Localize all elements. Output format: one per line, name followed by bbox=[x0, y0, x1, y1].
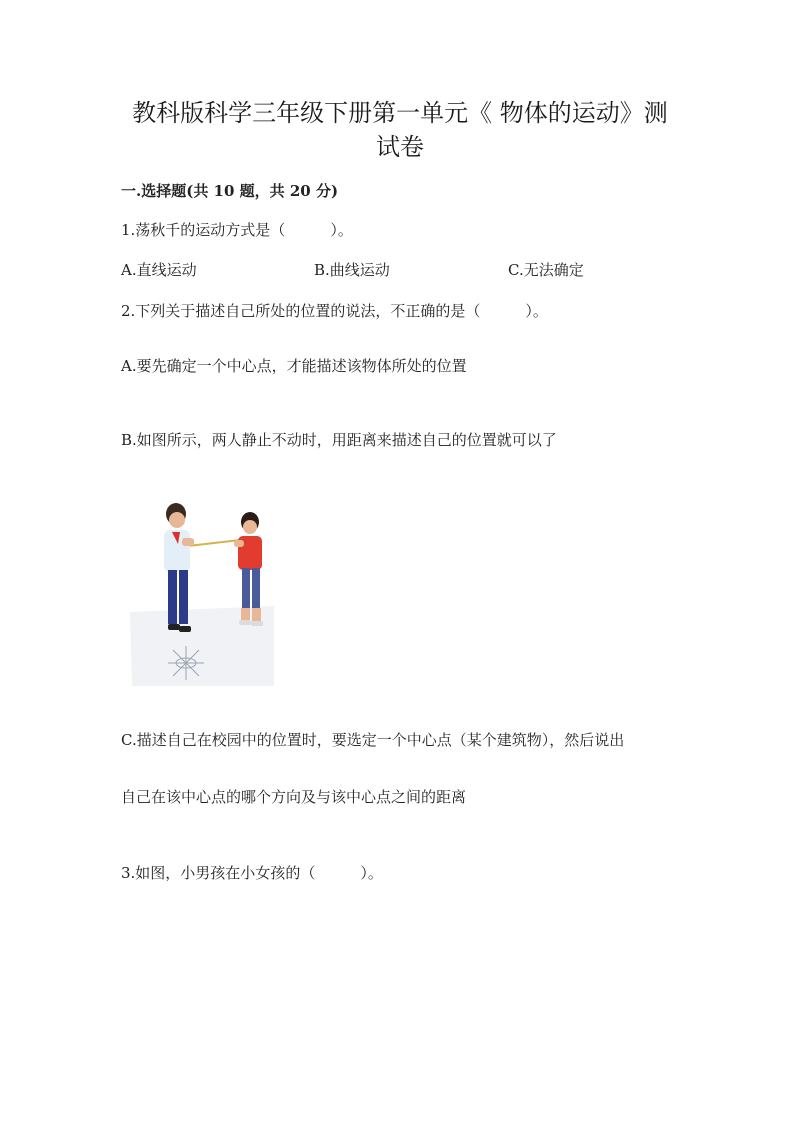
question-2-option-b: B.如图所示，两人静止不动时，用距离来描述自己的位置就可以了 bbox=[121, 431, 557, 449]
question-2-option-a: A.要先确定一个中心点，才能描述该物体所处的位置 bbox=[121, 357, 467, 375]
title-line-1: 教科版科学三年级下册第一单元《 物体的运动》测 bbox=[132, 99, 668, 127]
compass-rose-icon bbox=[168, 646, 204, 680]
question-3-stem: 3.如图，小男孩在小女孩的（ ）。 bbox=[121, 864, 383, 882]
question-1-option-a: A.直线运动 bbox=[121, 261, 197, 279]
page-title bbox=[100, 96, 700, 164]
question-1-option-c: C.无法确定 bbox=[508, 261, 584, 279]
two-children-figure bbox=[128, 500, 274, 686]
title-line-2: 试卷 bbox=[376, 133, 424, 161]
question-2-stem: 2.下列关于描述自己所处的位置的说法，不正确的是（ ）。 bbox=[121, 302, 548, 320]
question-1-option-b: B.曲线运动 bbox=[314, 261, 390, 279]
question-2-option-c-line-2: 自己在该中心点的哪个方向及与该中心点之间的距离 bbox=[121, 788, 467, 806]
question-2-option-c-line-1: C.描述自己在校园中的位置时，要选定一个中心点（某个建筑物），然后说出 bbox=[121, 731, 625, 749]
tape-measure bbox=[188, 540, 240, 546]
section-heading: 一.选择题(共 10 题，共 20 分) bbox=[121, 182, 339, 200]
question-1-stem: 1.荡秋千的运动方式是（ ）。 bbox=[121, 221, 353, 239]
